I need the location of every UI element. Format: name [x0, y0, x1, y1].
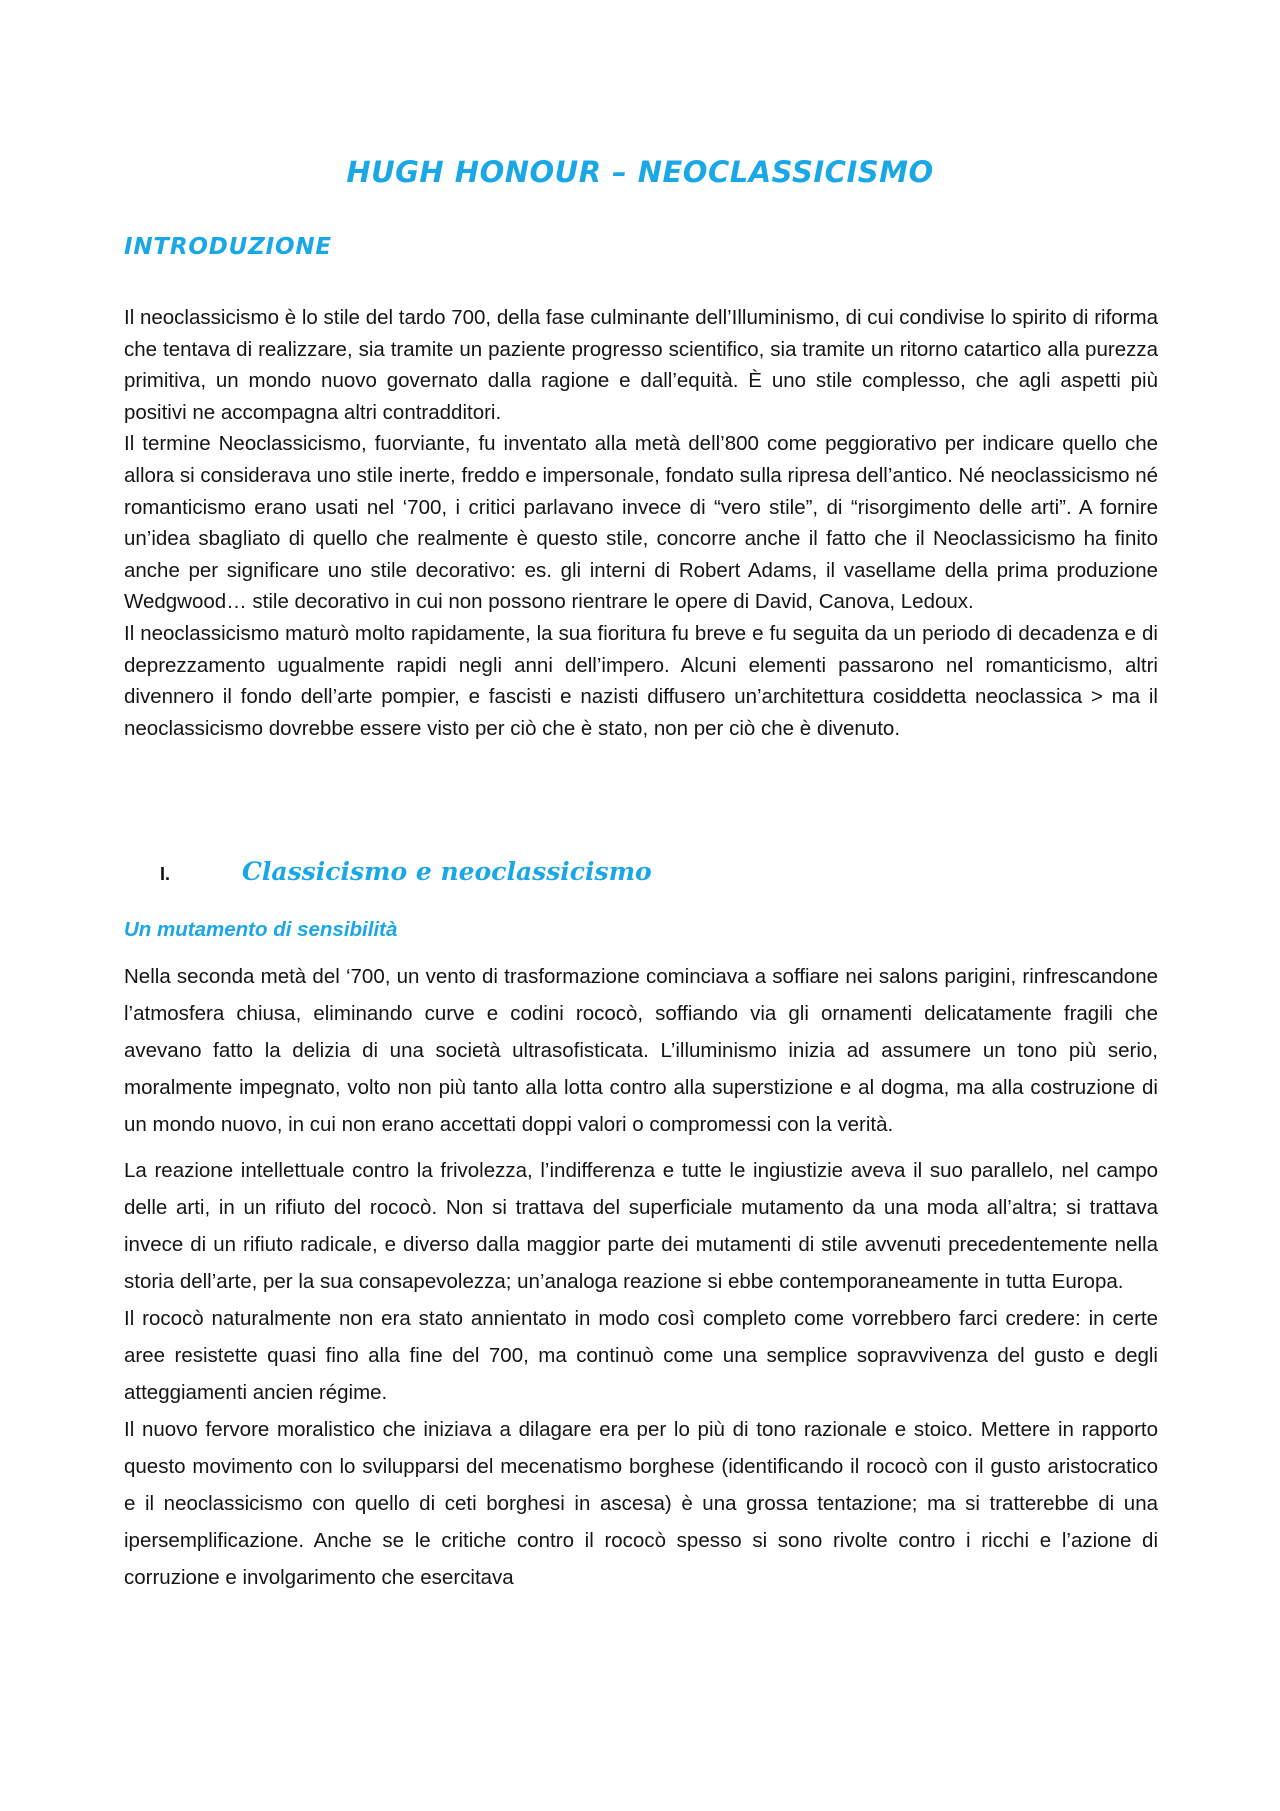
intro-paragraph-1: Il neoclassicismo è lo stile del tardo 700, della fase culminante dell’Illuminismo, di cui condivise lo spirito di riforma che tentava di realizzare, sia tramite un paziente progresso scientifico, sia tramite un ritorno catartico alla purezza primitiva, un mondo nuovo governato dalla ragione e dall’equità. È uno stile complesso, che agli aspetti più positivi ne accompagna altri contradditori.: [124, 306, 1158, 424]
document-title: HUGH HONOUR – NEOCLASSICISMO: [346, 155, 934, 189]
section-subheading: Un mutamento di sensibilità: [124, 918, 398, 941]
section-heading: [160, 857, 652, 886]
section-paragraph-3: Il rococò naturalmente non era stato annientato in modo così completo come vorrebbero farci credere: in certe aree resistette quasi fino alla fine del 700, ma continuò come una semplice sopravvivenza del gusto e degli atteggiamenti ancien régime.: [124, 1307, 1158, 1404]
section-paragraph-4: Il nuovo fervore moralistico che iniziava a dilagare era per lo più di tono razionale e stoico. Mettere in rapporto questo movimento con lo svilupparsi del mecenatismo borghese (identificando il rococò con il gusto aristocratico e il neoclassicismo con quello di ceti borghesi in ascesa) è una grossa tentazione; ma si tratterebbe di una ipersemplificazione. Anche se le critiche contro il rococò spesso si sono rivolte contro i ricchi e l’azione di corruzione e involgarimento che esercitava: [124, 1418, 1158, 1589]
section-number: I.: [160, 864, 171, 884]
section-paragraph-2: La reazione intellettuale contro la frivolezza, l’indifferenza e tutte le ingiustizie aveva il suo parallelo, nel campo delle arti, in un rifiuto del rococò. Non si trattava del superficiale mutamento da una moda all’altra; si trattava invece di un rifiuto radicale, e diverso dalla maggior parte dei mutamenti di stile avvenuti precedentemente nella storia dell’arte, per la sua consapevolezza; un’analoga reazione si ebbe contemporaneamente in tutta Europa.: [124, 1159, 1158, 1293]
section-paragraph-1: Nella seconda metà del ‘700, un vento di trasformazione cominciava a soffiare nei salons parigini, rinfrescandone l’atmosfera chiusa, eliminando curve e codini rococò, soffiando via gli ornamenti delicatamente fragili che avevano fatto la delizia di una società ultrasofisticata. L’illuminismo inizia ad assumere un tono più serio, moralmente impegnato, volto non più tanto alla lotta contro alla superstizione e al dogma, ma alla costruzione di un mondo nuovo, in cui non erano accettati doppi valori o compromessi con la verità.: [124, 965, 1158, 1136]
intro-text: [124, 302, 1158, 744]
section-text: [124, 958, 1158, 1596]
intro-heading: INTRODUZIONE: [124, 234, 332, 260]
section-title: Classicismo e neoclassicismo: [242, 857, 652, 886]
intro-paragraph-2: Il termine Neoclassicismo, fuorviante, fu inventato alla metà dell’800 come peggiorativo per indicare quello che allora si considerava uno stile inerte, freddo e impersonale, fondato sulla ripresa dell’antico. Né neoclassicismo né romanticismo erano usati nel ‘700, i critici parlavano invece di “vero stile”, di “risorgimento delle arti”. A fornire un’idea sbagliato di quello che realmente è questo stile, concorre anche il fatto che il Neoclassicismo ha finito anche per significare uno stile decorativo: es. gli interni di Robert Adams, il vasellame della prima produzione Wedgwood… stile decorativo in cui non possono rientrare le opere di David, Canova, Ledoux.: [124, 432, 1158, 614]
intro-paragraph-3: Il neoclassicismo maturò molto rapidamente, la sua fioritura fu breve e fu seguita da un periodo di decadenza e di deprezzamento ugualmente rapidi negli anni dell’impero. Alcuni elementi passarono nel romanticismo, altri divennero il fondo dell’arte pompier, e fascisti e nazisti diffusero un’architettura cosiddetta neoclassica > ma il neoclassicismo dovrebbe essere visto per ciò che è stato, non per ciò che è divenuto.: [124, 621, 1158, 740]
